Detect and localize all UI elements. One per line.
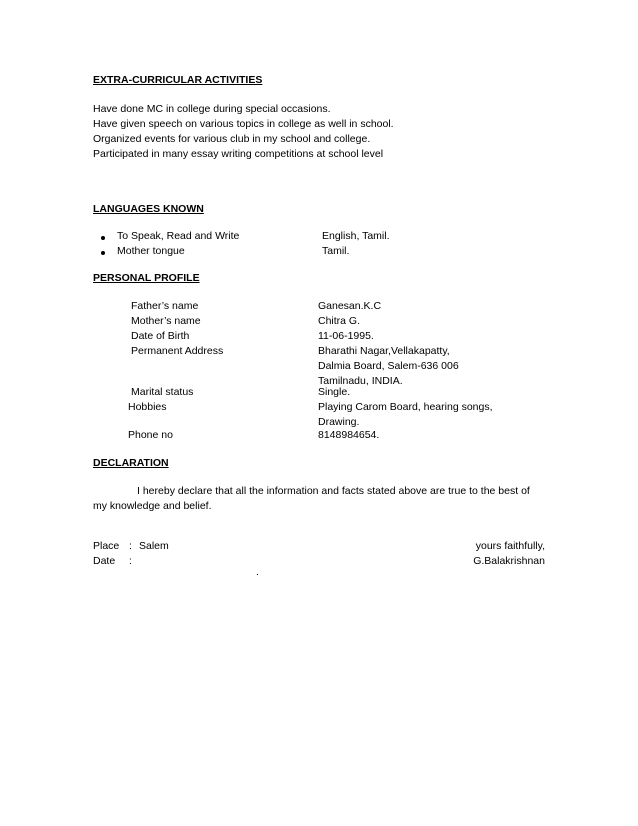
languages-heading: LANGUAGES KNOWN xyxy=(93,203,204,215)
bullet-icon xyxy=(101,236,105,240)
address-line: Tamilnadu, INDIA. xyxy=(318,375,403,387)
declaration-heading: DECLARATION xyxy=(93,457,169,469)
extracurricular-line: Participated in many essay writing competitions at school level xyxy=(93,148,384,160)
extracurricular-line: Have given speech on various topics in college as well in school. xyxy=(93,118,394,130)
language-item-value: English, Tamil. xyxy=(322,230,390,242)
place-label: Place xyxy=(93,540,120,552)
hobbies-line: Playing Carom Board, hearing songs, xyxy=(318,401,493,413)
dob-value: 11-06-1995. xyxy=(318,330,374,342)
extracurricular-heading: EXTRA-CURRICULAR ACTIVITIES xyxy=(93,74,263,86)
signature-name: G.Balakrishnan xyxy=(473,555,545,567)
date-label: Date xyxy=(93,555,116,567)
address-label: Permanent Address xyxy=(131,345,224,357)
place-value: Salem xyxy=(139,540,169,552)
marital-value: Single. xyxy=(318,386,351,398)
marital-label: Marital status xyxy=(131,386,194,398)
phone-label: Phone no xyxy=(128,429,173,441)
mothers-name-value: Chitra G. xyxy=(318,315,361,327)
language-item-label: Mother tongue xyxy=(117,245,185,257)
extracurricular-line: Organized events for various club in my school and college. xyxy=(93,133,371,145)
declaration-text: my knowledge and belief. xyxy=(93,500,212,512)
fathers-name-label: Father’s name xyxy=(131,300,199,312)
language-item-label: To Speak, Read and Write xyxy=(117,230,240,242)
declaration-text: I hereby declare that all the information and facts stated above are true to the best of xyxy=(137,485,530,497)
fathers-name-value: Ganesan.K.C xyxy=(318,300,382,312)
address-line: Bharathi Nagar,Vellakapatty, xyxy=(318,345,450,357)
mothers-name-label: Mother’s name xyxy=(131,315,201,327)
dob-label: Date of Birth xyxy=(131,330,190,342)
language-item-value: Tamil. xyxy=(322,245,350,257)
personal-profile-heading: PERSONAL PROFILE xyxy=(93,272,200,284)
stray-dot: . xyxy=(256,566,259,578)
date-colon: : xyxy=(129,555,132,567)
extracurricular-line: Have done MC in college during special occasions. xyxy=(93,103,331,115)
hobbies-line: Drawing. xyxy=(318,416,360,428)
closing-text: yours faithfully, xyxy=(475,540,545,552)
address-line: Dalmia Board, Salem-636 006 xyxy=(318,360,459,372)
hobbies-label: Hobbies xyxy=(128,401,167,413)
bullet-icon xyxy=(101,251,105,255)
place-colon: : xyxy=(129,540,132,552)
phone-value: 8148984654. xyxy=(318,429,380,441)
